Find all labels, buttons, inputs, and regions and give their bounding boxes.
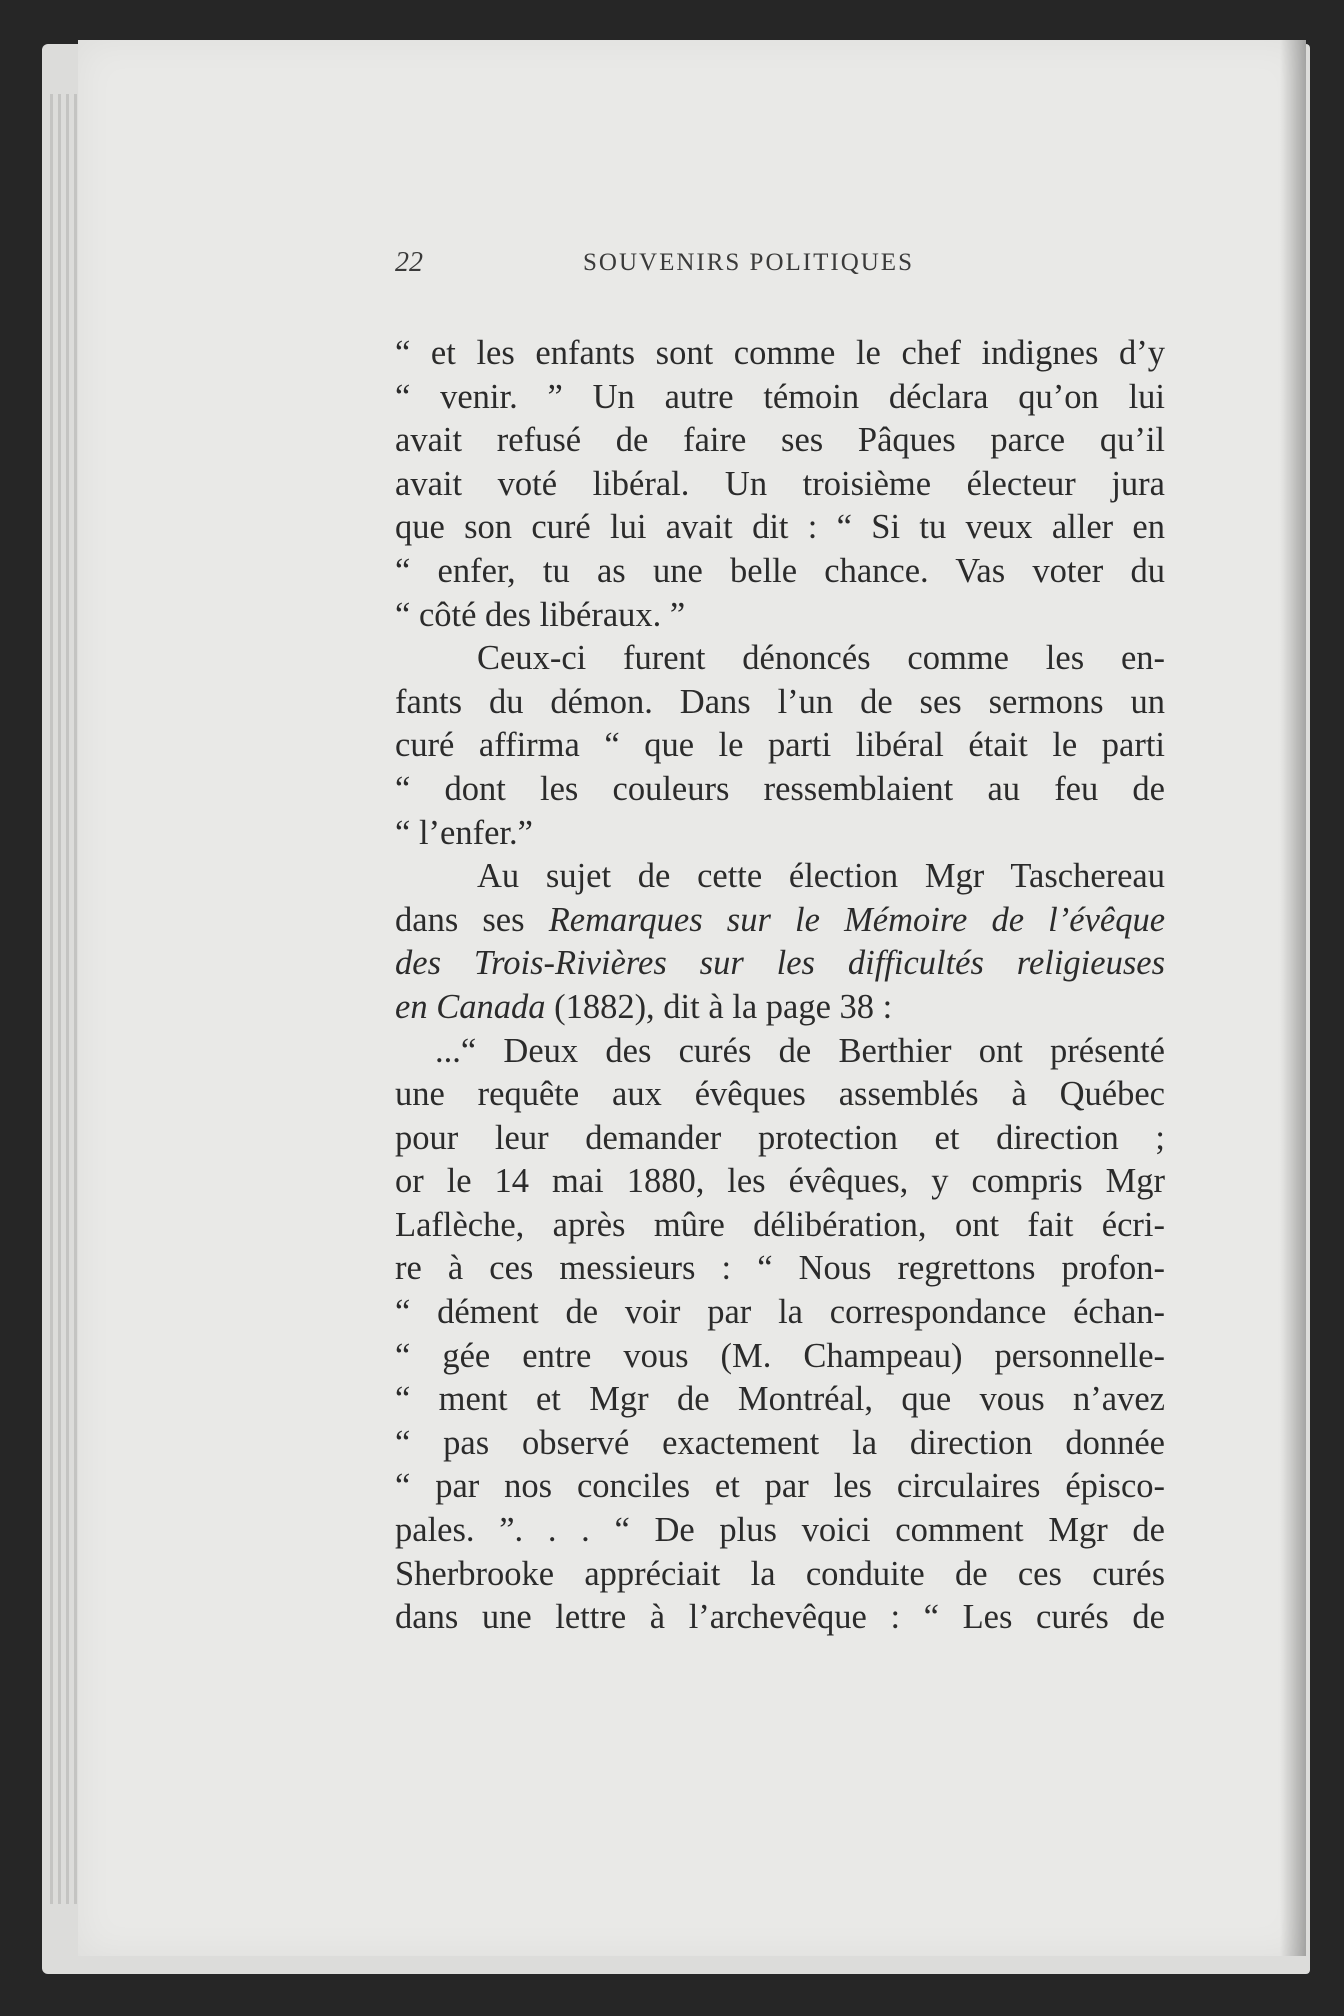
text-line: Ceux-ci furent dénoncés comme les en- [477,639,1165,678]
text-line: “ venir. ” Un autre témoin déclara qu’on lui [395,377,1165,416]
book-title-italic: en Canada [395,987,546,1026]
text-run: dans ses [395,900,549,939]
text-line [395,986,1165,1030]
text-line: re à ces messieurs : “ Nous regrettons profon- [395,1249,1165,1288]
text-run: (1882), dit à la page 38 : [545,987,893,1026]
text-line: Laflèche, après mûre délibération, ont fait écri- [395,1205,1165,1244]
text-line: “ pas observé exactement la direction donnée [395,1423,1165,1462]
book-title-italic: Remarques sur le Mémoire de l’évêque [548,900,1166,939]
page-edge [58,94,61,1904]
text-line: ...“ Deux des curés de Berthier ont présenté [435,1031,1165,1070]
text-line: dans une lettre à l’archevêque : “ Les curés de [395,1598,1165,1637]
text-line: avait voté libéral. Un troisième électeur jura [395,464,1165,503]
text-line: fants du démon. Dans l’un de ses sermons un [395,682,1165,721]
text-line [395,899,1165,943]
text-line [395,942,1165,986]
text-line: “ l’enfer.” [395,813,533,852]
text-line: “ dont les couleurs ressemblaient au feu de [395,769,1165,808]
text-line: que son curé lui avait dit : “ Si tu veux aller en [395,508,1165,547]
text-line: “ et les enfants sont comme le chef indignes d’y [395,334,1165,372]
text-line: or le 14 mai 1880, les évêques, y compris Mgr [395,1162,1165,1201]
text-line: curé affirma “ que le parti libéral était le parti [395,726,1165,765]
page-edge [50,94,53,1904]
spine-shadow [1280,40,1306,1956]
paragraph-4 [395,1030,1165,1640]
page-body [395,332,1165,1640]
page-edge [74,94,77,1904]
running-title: SOUVENIRS POLITIQUES [583,249,914,276]
text-line: “ côté des libéraux. ” [395,595,686,634]
text-line: pales. ”. . . “ De plus voici comment Mgr de [395,1511,1165,1550]
text-line: avait refusé de faire ses Pâques parce qu’il [395,421,1165,460]
text-line: Au sujet de cette élection Mgr Taschereau [477,857,1165,896]
text-line: Sherbrooke appréciait la conduite de ces curés [395,1554,1165,1593]
paragraph-2 [395,637,1165,855]
text-line: “ ment et Mgr de Montréal, que vous n’avez [395,1380,1165,1419]
text-line: “ dément de voir par la correspondance échan- [395,1293,1165,1332]
paragraph-1 [395,332,1165,637]
text-line: “ gée entre vous (M. Champeau) personnelle- [395,1336,1165,1375]
text-line: pour leur demander protection et direction ; [395,1118,1165,1157]
page-number: 22 [395,247,423,278]
book-title-italic: des Trois-Rivières sur les difficultés religieuses [395,944,1165,983]
text-line: une requête aux évêques assemblés à Québec [395,1075,1165,1114]
paragraph-3 [395,855,1165,1029]
page-edge [66,94,69,1904]
text-line: “ par nos conciles et par les circulaires épisco- [395,1467,1165,1506]
text-line: “ enfer, tu as une belle chance. Vas voter du [395,551,1165,590]
